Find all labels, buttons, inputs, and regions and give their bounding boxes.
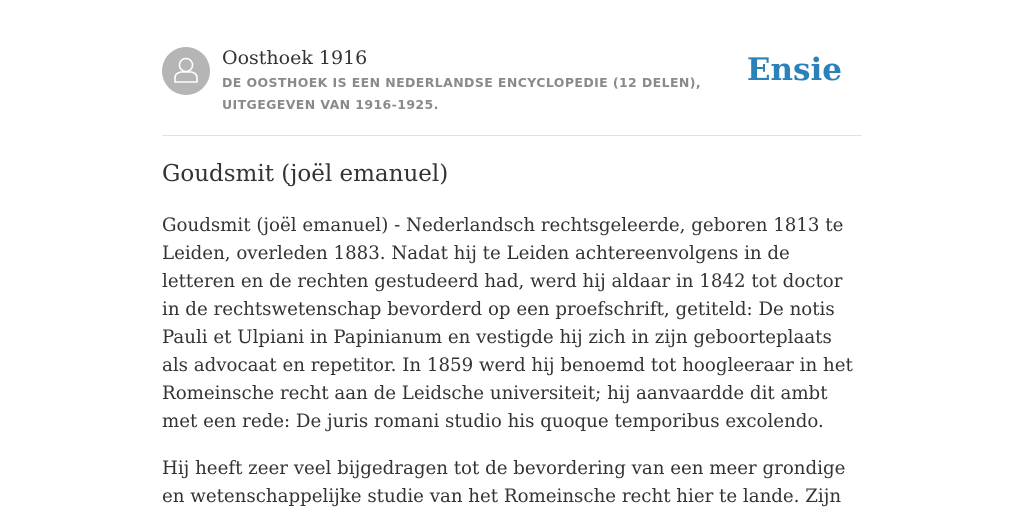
header-divider	[162, 135, 862, 136]
article-body	[162, 212, 862, 512]
ensie-logo[interactable]: Ensie	[746, 52, 842, 88]
article-paragraph: Hij heeft zeer veel bijgedragen tot de bevordering van een meer grondige en wetenschappelijke studie van het Romeinsche recht hier te lande. Zijn	[162, 458, 846, 507]
article-title: Goudsmit (joël emanuel)	[162, 161, 449, 187]
source-title[interactable]: Oosthoek 1916	[222, 47, 368, 69]
source-header	[162, 46, 862, 116]
user-icon[interactable]	[162, 47, 210, 95]
source-description: DE OOSTHOEK IS EEN NEDERLANDSE ENCYCLOPEDIE (12 DELEN), UITGEGEVEN VAN 1916-1925.	[222, 75, 702, 112]
article-paragraph: Goudsmit (joël emanuel) - Nederlandsch rechtsgeleerde, geboren 1813 te Leiden, overleden 1883. Nadat hij te Leiden achtereenvolgens in de letteren en de rechten gestudeerd had, werd hij aldaar in 1842 tot doctor in de rechtswetenschap bevorderd op een proefschrift, getiteld: De notis Pauli et Ulpiani in Papinianum en vestigde hij zich in zijn geboorteplaats als advocaat en repetitor. In 1859 werd hij benoemd tot hoogleeraar in het Romeinsche recht aan de Leidsche universiteit; hij aanvaardde dit ambt met een rede: De juris romani studio his quoque temporibus excolendo.	[162, 215, 853, 432]
